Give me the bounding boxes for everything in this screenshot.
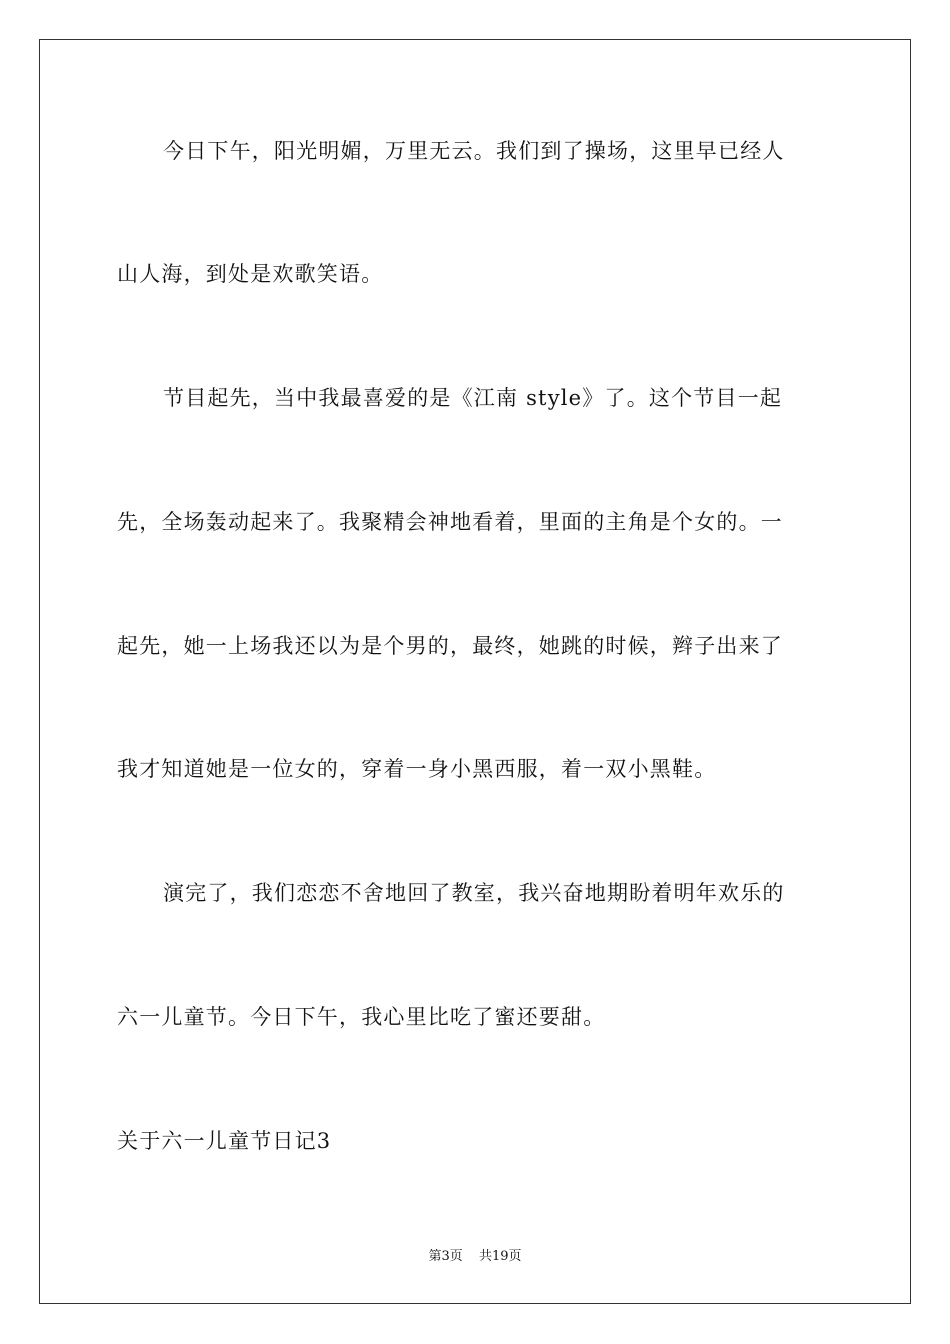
- section-heading: 关于六一儿童节日记3: [117, 1129, 332, 1153]
- paragraph-line: 我才知道她是一位女的，穿着一身小黑西服，着一双小黑鞋。: [117, 757, 717, 781]
- paragraph-line: 山人海，到处是欢歌笑语。: [117, 262, 384, 286]
- paragraph-line: 先，全场轰动起来了。我聚精会神地看着，里面的主角是个女的。一: [117, 510, 783, 534]
- paragraph-line: 今日下午，阳光明媚，万里无云。我们到了操场，这里早已经人: [163, 139, 785, 163]
- paragraph-line: 六一儿童节。今日下午，我心里比吃了蜜还要甜。: [117, 1005, 606, 1029]
- page-number: 第3页: [428, 1249, 463, 1264]
- paragraph-line: 演完了，我们恋恋不舍地回了教室，我兴奋地期盼着明年欢乐的: [163, 881, 785, 905]
- page-footer: [0, 1248, 950, 1266]
- page-border: [39, 39, 911, 1304]
- paragraph-line: 起先，她一上场我还以为是个男的，最终，她跳的时候，辫子出来了: [117, 634, 783, 658]
- paragraph-line: 节目起先，当中我最喜爱的是《江南 style》了。这个节目一起: [163, 386, 783, 410]
- total-pages: 共19页: [478, 1249, 522, 1264]
